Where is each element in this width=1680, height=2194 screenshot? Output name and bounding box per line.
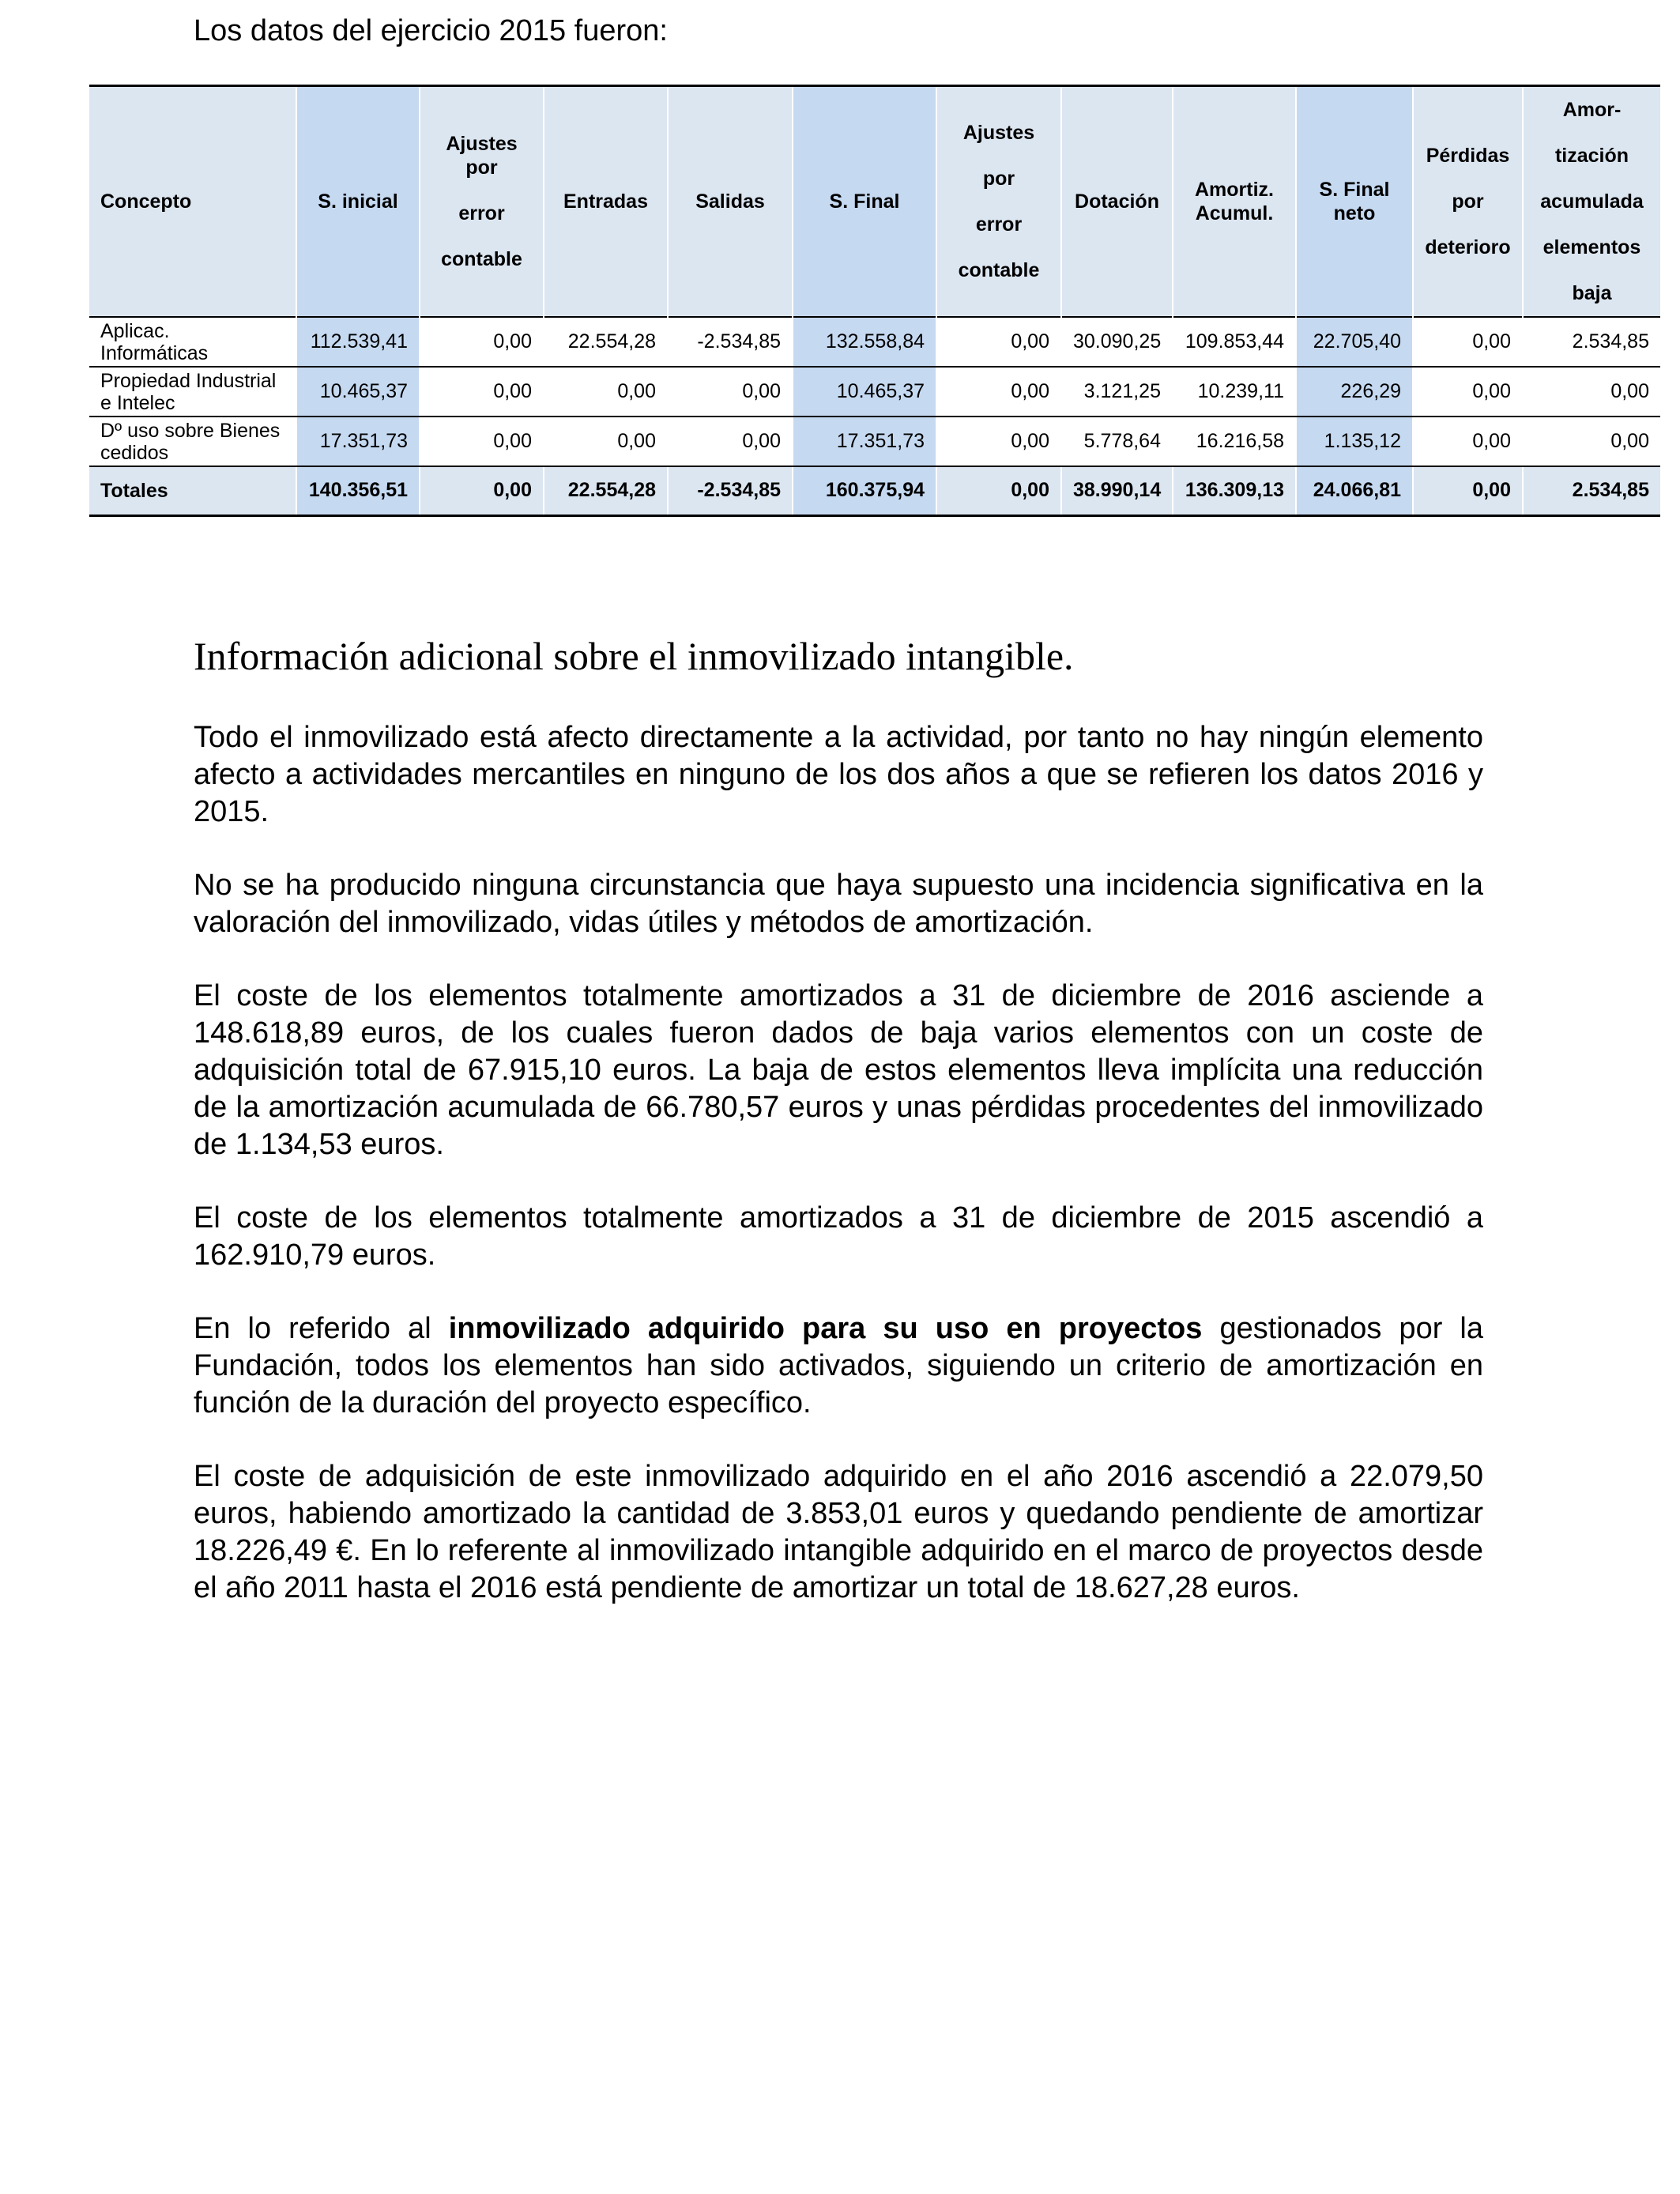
cell-ajustes-1: 0,00 — [420, 317, 544, 367]
cell-s-final: 17.351,73 — [793, 417, 936, 466]
cell-s-final: 132.558,84 — [793, 317, 936, 367]
paragraph-text: En lo referido al — [194, 1312, 449, 1345]
header-ajustes-1-line: contable — [441, 248, 522, 270]
header-perdidas-line: por — [1452, 190, 1484, 213]
header-perdidas — [1413, 86, 1523, 318]
cell-entradas: 22.554,28 — [544, 317, 668, 367]
cell-amortizacion-baja: 0,00 — [1523, 367, 1660, 417]
header-entradas: Entradas — [544, 86, 668, 318]
total-dotacion: 38.990,14 — [1061, 466, 1173, 515]
row-concepto — [89, 317, 296, 367]
header-amortiz-acumul — [1173, 86, 1296, 318]
total-ajustes-2: 0,00 — [936, 466, 1061, 515]
header-concepto: Concepto — [89, 86, 296, 318]
total-ajustes-1: 0,00 — [420, 466, 544, 515]
cell-dotacion: 3.121,25 — [1061, 367, 1173, 417]
paragraph: No se ha producido ninguna circunstancia que haya supuesto una incidencia significativa en la valoración del inmovilizado, vidas útiles y métodos de amortización. — [194, 869, 1483, 939]
header-amortiz-acumul-line: Acumul. — [1195, 202, 1274, 224]
header-salidas: Salidas — [668, 86, 793, 318]
total-salidas: -2.534,85 — [668, 466, 793, 515]
header-amortizacion-baja-line: Amor- — [1562, 99, 1622, 121]
table-row — [89, 367, 1660, 417]
header-s-final-neto-line: neto — [1333, 202, 1376, 224]
cell-perdidas: 0,00 — [1413, 317, 1523, 367]
cell-salidas: 0,00 — [668, 417, 793, 466]
cell-perdidas: 0,00 — [1413, 367, 1523, 417]
cell-amortizacion-baja: 0,00 — [1523, 417, 1660, 466]
paragraph: El coste de los elementos totalmente amortizados a 31 de diciembre de 2015 ascendió a 162.910,79 euros. — [194, 1201, 1483, 1272]
row-concepto-line: Propiedad Industrial — [100, 369, 277, 392]
cell-ajustes-2: 0,00 — [936, 367, 1061, 417]
row-concepto-line: Informáticas — [100, 341, 209, 364]
header-s-final-neto — [1296, 86, 1413, 318]
paragraph: El coste de adquisición de este inmovilizado adquirido en el año 2016 ascendió a 22.079,50 euros, habiendo amortizado la cantidad de 3.853,01 euros y quedando pendiente de amortizar 18.226,49 €. En lo referente al inmovilizado intangible adquirido en el marco de proyectos desde el año 2011 hasta el 2016 está pendiente de amortizar un total de 18.627,28 euros. — [194, 1460, 1483, 1604]
cell-entradas: 0,00 — [544, 367, 668, 417]
paragraph: Todo el inmovilizado está afecto directamente a la actividad, por tanto no hay ningún elemento afecto a actividades mercantiles en ninguno de los dos años a que se refieren los datos 2016 y 2015. — [194, 721, 1483, 828]
paragraph-text: gestionados por la Fundación, todos los elementos han sido activados, siguiendo un criterio de amortización en función de la duración del proyecto específico. — [194, 1312, 1483, 1419]
row-concepto-line: e Intelec — [100, 391, 175, 414]
total-entradas: 22.554,28 — [544, 466, 668, 515]
header-perdidas-line: Pérdidas — [1426, 145, 1510, 167]
cell-salidas: -2.534,85 — [668, 317, 793, 367]
row-concepto — [89, 417, 296, 466]
header-dotacion: Dotación — [1061, 86, 1173, 318]
header-ajustes-2-line: Ajustes — [962, 122, 1035, 144]
table-row — [89, 317, 1660, 367]
header-s-final: S. Final — [793, 86, 936, 318]
intro-text: Los datos del ejercicio 2015 fueron: — [194, 14, 668, 47]
cell-ajustes-1: 0,00 — [420, 367, 544, 417]
header-ajustes-1-line: error — [458, 202, 505, 224]
cell-amortiz-acumul: 16.216,58 — [1173, 417, 1296, 466]
cell-perdidas: 0,00 — [1413, 417, 1523, 466]
header-ajustes-1 — [420, 86, 544, 318]
header-ajustes-2-line: por — [982, 168, 1015, 190]
cell-dotacion: 5.778,64 — [1061, 417, 1173, 466]
total-perdidas: 0,00 — [1413, 466, 1523, 515]
header-ajustes-1-line: por — [465, 156, 498, 179]
cell-ajustes-2: 0,00 — [936, 317, 1061, 367]
cell-s-final-neto: 1.135,12 — [1296, 417, 1413, 466]
cell-salidas: 0,00 — [668, 367, 793, 417]
header-amortizacion-baja-line: tización — [1554, 145, 1629, 167]
cell-s-final-neto: 226,29 — [1296, 367, 1413, 417]
table-row — [89, 417, 1660, 466]
cell-s-inicial: 112.539,41 — [296, 317, 420, 367]
cell-ajustes-1: 0,00 — [420, 417, 544, 466]
total-amortiz-acumul: 136.309,13 — [1173, 466, 1296, 515]
cell-s-inicial: 10.465,37 — [296, 367, 420, 417]
total-s-inicial: 140.356,51 — [296, 466, 420, 515]
header-amortizacion-baja-line: acumulada — [1540, 190, 1644, 213]
header-s-final-neto-line: S. Final — [1319, 179, 1390, 201]
header-amortizacion-baja-line: elementos — [1543, 236, 1641, 258]
paragraph — [194, 1310, 1483, 1422]
inmovilizado-table — [89, 85, 1660, 517]
totals-row — [89, 466, 1660, 515]
header-ajustes-2 — [936, 86, 1061, 318]
cell-amortizacion-baja: 2.534,85 — [1523, 317, 1660, 367]
header-ajustes-2-line: error — [975, 213, 1023, 236]
table-header-row — [89, 86, 1660, 318]
total-s-final: 160.375,94 — [793, 466, 936, 515]
header-amortiz-acumul-line: Amortiz. — [1195, 179, 1274, 201]
row-concepto-line: Aplicac. — [100, 319, 170, 342]
cell-amortiz-acumul: 10.239,11 — [1173, 367, 1296, 417]
row-concepto-line: cedidos — [100, 441, 169, 464]
header-s-inicial: S. inicial — [296, 86, 420, 318]
header-ajustes-2-line: contable — [958, 259, 1040, 281]
row-concepto — [89, 367, 296, 417]
cell-dotacion: 30.090,25 — [1061, 317, 1173, 367]
cell-s-final: 10.465,37 — [793, 367, 936, 417]
row-concepto-line: Dº uso sobre Bienes — [100, 419, 281, 442]
header-perdidas-line: deterioro — [1425, 236, 1511, 258]
total-s-final-neto: 24.066,81 — [1296, 466, 1413, 515]
header-amortizacion-baja — [1523, 86, 1660, 318]
cell-ajustes-2: 0,00 — [936, 417, 1061, 466]
cell-amortiz-acumul: 109.853,44 — [1173, 317, 1296, 367]
total-amortizacion-baja: 2.534,85 — [1523, 466, 1660, 515]
body-text — [194, 719, 1483, 1643]
cell-s-inicial: 17.351,73 — [296, 417, 420, 466]
paragraph-bold-text: inmovilizado adquirido para su uso en proyectos — [448, 1312, 1203, 1345]
section-title: Información adicional sobre el inmovilizado intangible. — [194, 634, 1074, 678]
totals-label: Totales — [89, 466, 296, 515]
header-ajustes-1-line: Ajustes — [446, 133, 518, 155]
header-amortizacion-baja-line: baja — [1572, 282, 1612, 304]
cell-entradas: 0,00 — [544, 417, 668, 466]
paragraph: El coste de los elementos totalmente amortizados a 31 de diciembre de 2016 asciende a 148.618,89 euros, de los cuales fueron dados de baja varios elementos con un coste de adquisición total de 67.915,10 euros. La baja de estos elementos lleva implícita una reducción de la amortización acumulada de 66.780,57 euros y unas pérdidas procedentes del inmovilizado de 1.134,53 euros. — [194, 979, 1483, 1161]
cell-s-final-neto: 22.705,40 — [1296, 317, 1413, 367]
